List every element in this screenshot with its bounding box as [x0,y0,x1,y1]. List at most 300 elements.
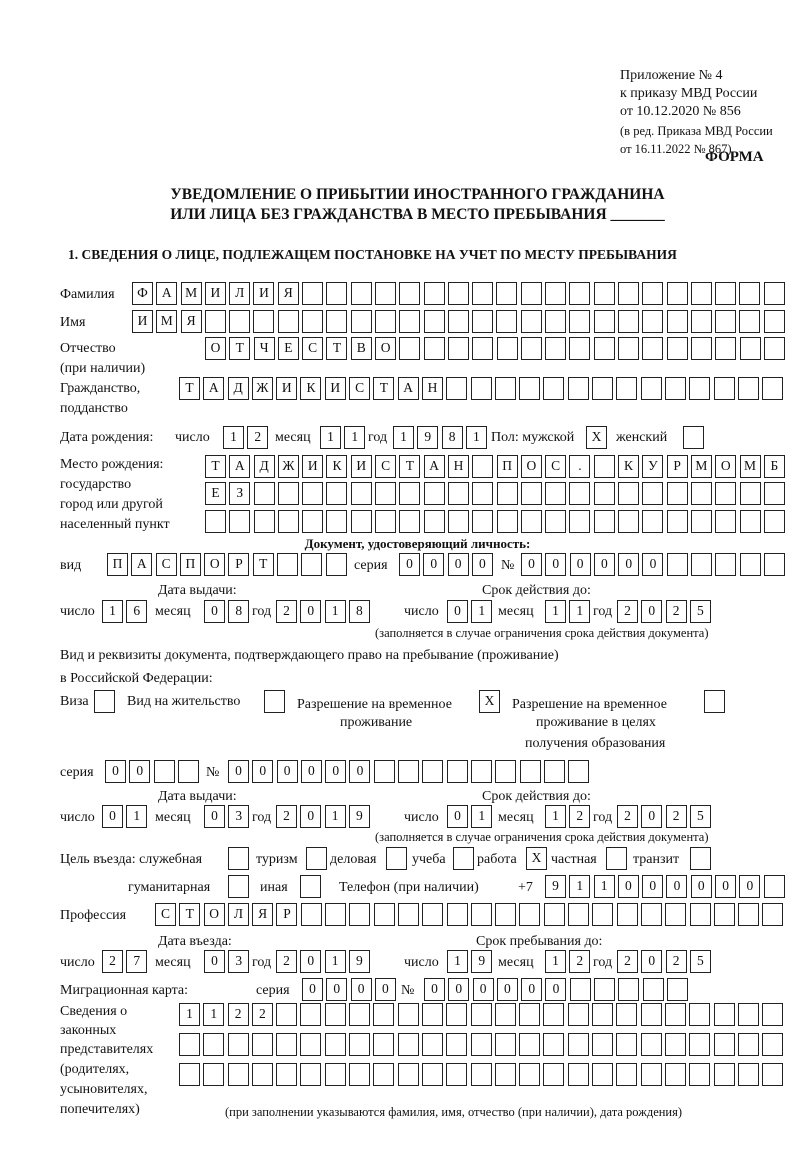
char-box[interactable] [373,1063,394,1086]
char-box[interactable]: 1 [569,600,590,623]
char-box[interactable]: Я [278,282,299,305]
char-box[interactable]: 7 [126,950,147,973]
char-box[interactable] [448,482,469,505]
char-box[interactable]: 2 [276,950,297,973]
char-box[interactable]: 3 [228,805,249,828]
char-box[interactable] [691,553,712,576]
id-issue-day-field[interactable] [102,600,151,623]
purpose-humanitarian-checkbox[interactable] [228,875,252,898]
char-box[interactable]: Е [205,482,226,505]
char-box[interactable]: 1 [569,875,590,898]
char-box[interactable] [252,1033,273,1056]
char-box[interactable] [496,282,517,305]
char-box[interactable] [278,510,299,533]
char-box[interactable]: 0 [252,760,273,783]
char-box[interactable]: 2 [666,600,687,623]
char-box[interactable] [617,903,638,926]
char-box[interactable] [569,310,590,333]
char-box[interactable]: 0 [424,978,445,1001]
char-box[interactable] [519,1063,540,1086]
char-box[interactable] [300,875,321,898]
char-box[interactable] [94,690,115,713]
char-box[interactable]: О [205,337,226,360]
char-box[interactable]: 0 [448,553,469,576]
char-box[interactable] [375,510,396,533]
id-issue-year-field[interactable] [276,600,373,623]
char-box[interactable]: 0 [301,760,322,783]
char-box[interactable] [301,903,322,926]
char-box[interactable]: Ж [252,377,273,400]
char-box[interactable] [569,510,590,533]
char-box[interactable]: 0 [105,760,126,783]
char-box[interactable] [762,903,783,926]
char-box[interactable] [472,282,493,305]
char-box[interactable] [326,510,347,533]
char-box[interactable] [302,282,323,305]
char-box[interactable] [399,337,420,360]
char-box[interactable]: Л [228,903,249,926]
stay-series-field[interactable] [105,760,202,783]
char-box[interactable] [691,282,712,305]
stay-valid-year-field[interactable] [617,805,714,828]
char-box[interactable] [301,553,322,576]
char-box[interactable]: 0 [399,553,420,576]
char-box[interactable] [714,1033,735,1056]
stay-valid-month-field[interactable] [545,805,594,828]
char-box[interactable]: 0 [326,978,347,1001]
char-box[interactable]: 0 [521,553,542,576]
char-box[interactable]: С [302,337,323,360]
char-box[interactable] [447,760,468,783]
stay-issue-month-field[interactable] [204,805,253,828]
char-box[interactable]: С [156,553,177,576]
char-box[interactable] [472,310,493,333]
char-box[interactable]: 9 [417,426,438,449]
char-box[interactable] [349,903,370,926]
char-box[interactable] [302,510,323,533]
char-box[interactable] [667,978,688,1001]
char-box[interactable] [325,1033,346,1056]
profession-field[interactable] [155,903,787,926]
char-box[interactable]: 0 [691,875,712,898]
char-box[interactable]: 9 [349,950,370,973]
purpose-work-checkbox[interactable] [526,847,550,870]
char-box[interactable] [446,1063,467,1086]
char-box[interactable]: 2 [666,950,687,973]
char-box[interactable] [667,510,688,533]
char-box[interactable]: М [181,282,202,305]
char-box[interactable] [764,553,785,576]
char-box[interactable] [302,310,323,333]
char-box[interactable]: Ч [254,337,275,360]
char-box[interactable]: 1 [203,1003,224,1026]
char-box[interactable]: 8 [349,600,370,623]
char-box[interactable]: 0 [739,875,760,898]
char-box[interactable]: 2 [569,950,590,973]
char-box[interactable] [618,310,639,333]
char-box[interactable] [643,978,664,1001]
char-box[interactable]: О [204,903,225,926]
char-box[interactable]: 0 [277,760,298,783]
temp-residence-checkbox[interactable] [479,690,503,713]
representatives-line-2[interactable] [179,1033,786,1056]
char-box[interactable]: 2 [228,1003,249,1026]
char-box[interactable] [278,482,299,505]
char-box[interactable] [714,377,735,400]
char-box[interactable] [520,760,541,783]
char-box[interactable]: 1 [102,600,123,623]
char-box[interactable] [740,337,761,360]
purpose-official-checkbox[interactable] [228,847,252,870]
char-box[interactable] [424,510,445,533]
char-box[interactable]: С [375,455,396,478]
char-box[interactable]: Я [252,903,273,926]
char-box[interactable] [594,282,615,305]
char-box[interactable] [300,1003,321,1026]
char-box[interactable] [302,482,323,505]
char-box[interactable] [351,310,372,333]
char-box[interactable] [205,510,226,533]
char-box[interactable] [424,282,445,305]
char-box[interactable] [351,510,372,533]
purpose-transit-checkbox[interactable] [690,847,714,870]
patronymic-field[interactable] [205,337,788,360]
char-box[interactable]: З [229,482,250,505]
char-box[interactable]: К [326,455,347,478]
char-box[interactable] [594,455,615,478]
char-box[interactable] [764,337,785,360]
char-box[interactable] [398,1033,419,1056]
sex-male-checkbox[interactable] [586,426,610,449]
stay-valid-day-field[interactable] [447,805,496,828]
char-box[interactable]: 2 [102,950,123,973]
char-box[interactable]: И [351,455,372,478]
sex-female-checkbox[interactable] [683,426,707,449]
char-box[interactable] [399,510,420,533]
char-box[interactable]: А [398,377,419,400]
char-box[interactable] [375,482,396,505]
char-box[interactable] [519,377,540,400]
char-box[interactable] [373,1033,394,1056]
char-box[interactable]: 0 [349,760,370,783]
id-valid-month-field[interactable] [545,600,594,623]
char-box[interactable]: А [203,377,224,400]
char-box[interactable]: 0 [594,553,615,576]
stay-issue-year-field[interactable] [276,805,373,828]
char-box[interactable] [714,903,735,926]
char-box[interactable]: П [497,455,518,478]
char-box[interactable] [642,310,663,333]
char-box[interactable] [521,510,542,533]
char-box[interactable] [495,1033,516,1056]
char-box[interactable] [691,482,712,505]
stay-issue-day-field[interactable] [102,805,151,828]
char-box[interactable]: А [156,282,177,305]
char-box[interactable] [592,1063,613,1086]
char-box[interactable] [568,377,589,400]
char-box[interactable]: 0 [642,553,663,576]
char-box[interactable]: О [715,455,736,478]
char-box[interactable] [569,282,590,305]
char-box[interactable] [739,282,760,305]
char-box[interactable] [762,377,783,400]
char-box[interactable] [375,282,396,305]
char-box[interactable]: 1 [325,950,346,973]
char-box[interactable] [689,377,710,400]
char-box[interactable] [691,337,712,360]
char-box[interactable] [349,1033,370,1056]
citizenship-field[interactable] [179,377,786,400]
char-box[interactable]: О [521,455,542,478]
char-box[interactable] [422,903,443,926]
char-box[interactable] [738,903,759,926]
char-box[interactable] [472,482,493,505]
char-box[interactable] [568,760,589,783]
char-box[interactable] [667,482,688,505]
char-box[interactable] [351,282,372,305]
char-box[interactable]: 0 [325,760,346,783]
name-field[interactable] [132,310,788,333]
purpose-private-checkbox[interactable] [606,847,630,870]
char-box[interactable]: А [229,455,250,478]
char-box[interactable] [689,1033,710,1056]
birth-year-field[interactable] [393,426,490,449]
char-box[interactable] [422,1003,443,1026]
stay-until-day-field[interactable] [447,950,496,973]
char-box[interactable] [229,310,250,333]
char-box[interactable] [325,1063,346,1086]
char-box[interactable] [205,310,226,333]
char-box[interactable] [306,847,327,870]
char-box[interactable] [398,1063,419,1086]
char-box[interactable]: 8 [442,426,463,449]
birthplace-line-1[interactable] [205,455,788,478]
char-box[interactable]: Д [228,377,249,400]
char-box[interactable]: 1 [466,426,487,449]
char-box[interactable] [495,1063,516,1086]
char-box[interactable] [641,1063,662,1086]
char-box[interactable]: 0 [618,875,639,898]
char-box[interactable]: 0 [375,978,396,1001]
birth-month-field[interactable] [320,426,369,449]
char-box[interactable]: 0 [129,760,150,783]
char-box[interactable] [446,377,467,400]
char-box[interactable] [762,1003,783,1026]
char-box[interactable]: 1 [325,600,346,623]
char-box[interactable] [543,377,564,400]
char-box[interactable] [203,1033,224,1056]
char-box[interactable] [300,1033,321,1056]
char-box[interactable]: 0 [300,805,321,828]
char-box[interactable] [764,282,785,305]
id-number-field[interactable] [521,553,788,576]
char-box[interactable]: 1 [545,600,566,623]
char-box[interactable]: 0 [715,875,736,898]
char-box[interactable] [764,875,785,898]
char-box[interactable] [276,1003,297,1026]
char-box[interactable] [472,455,493,478]
char-box[interactable] [594,337,615,360]
char-box[interactable]: 1 [126,805,147,828]
char-box[interactable] [253,310,274,333]
id-type-field[interactable] [107,553,350,576]
char-box[interactable] [277,553,298,576]
char-box[interactable]: 0 [300,600,321,623]
char-box[interactable] [618,282,639,305]
char-box[interactable]: 2 [617,950,638,973]
char-box[interactable] [641,1003,662,1026]
char-box[interactable] [691,310,712,333]
char-box[interactable] [764,310,785,333]
char-box[interactable] [764,510,785,533]
char-box[interactable] [497,510,518,533]
char-box[interactable]: 0 [618,553,639,576]
char-box[interactable]: 0 [447,600,468,623]
char-box[interactable] [497,337,518,360]
char-box[interactable] [326,310,347,333]
char-box[interactable]: 0 [521,978,542,1001]
char-box[interactable]: 6 [126,600,147,623]
char-box[interactable] [521,310,542,333]
char-box[interactable]: Б [764,455,785,478]
char-box[interactable]: М [691,455,712,478]
char-box[interactable] [472,510,493,533]
char-box[interactable]: Т [205,455,226,478]
char-box[interactable] [521,282,542,305]
char-box[interactable]: 2 [276,805,297,828]
char-box[interactable] [497,482,518,505]
stay-number-field[interactable] [228,760,592,783]
char-box[interactable]: С [349,377,370,400]
char-box[interactable]: 1 [179,1003,200,1026]
char-box[interactable] [545,510,566,533]
char-box[interactable]: Я [181,310,202,333]
char-box[interactable]: 2 [252,1003,273,1026]
char-box[interactable]: 1 [471,600,492,623]
char-box[interactable] [326,553,347,576]
char-box[interactable]: 1 [545,950,566,973]
char-box[interactable] [398,1003,419,1026]
char-box[interactable] [641,903,662,926]
char-box[interactable] [228,875,249,898]
char-box[interactable] [616,1063,637,1086]
char-box[interactable] [544,760,565,783]
char-box[interactable]: 0 [228,760,249,783]
id-valid-year-field[interactable] [617,600,714,623]
char-box[interactable]: 2 [247,426,268,449]
char-box[interactable]: 1 [325,805,346,828]
char-box[interactable]: 0 [472,553,493,576]
char-box[interactable]: 5 [690,950,711,973]
char-box[interactable]: К [618,455,639,478]
char-box[interactable] [665,1033,686,1056]
char-box[interactable]: И [253,282,274,305]
char-box[interactable] [689,1063,710,1086]
char-box[interactable] [738,1003,759,1026]
id-issue-month-field[interactable] [204,600,253,623]
char-box[interactable] [373,1003,394,1026]
char-box[interactable] [568,1003,589,1026]
char-box[interactable] [424,482,445,505]
char-box[interactable] [618,510,639,533]
char-box[interactable] [545,482,566,505]
char-box[interactable]: 1 [545,805,566,828]
purpose-business-checkbox[interactable] [386,847,410,870]
char-box[interactable]: 0 [204,805,225,828]
char-box[interactable] [229,510,250,533]
char-box[interactable] [594,482,615,505]
char-box[interactable] [448,310,469,333]
surname-field[interactable] [132,282,788,305]
char-box[interactable]: П [180,553,201,576]
char-box[interactable]: 1 [223,426,244,449]
char-box[interactable] [691,510,712,533]
char-box[interactable] [472,337,493,360]
char-box[interactable] [642,337,663,360]
char-box[interactable] [616,1033,637,1056]
char-box[interactable] [399,282,420,305]
char-box[interactable] [570,978,591,1001]
char-box[interactable] [424,310,445,333]
char-box[interactable]: Р [276,903,297,926]
char-box[interactable] [545,337,566,360]
char-box[interactable]: 1 [447,950,468,973]
char-box[interactable] [544,903,565,926]
entry-month-field[interactable] [204,950,253,973]
char-box[interactable]: А [424,455,445,478]
char-box[interactable]: 0 [545,553,566,576]
char-box[interactable] [714,1063,735,1086]
char-box[interactable]: 1 [344,426,365,449]
char-box[interactable] [422,760,443,783]
entry-day-field[interactable] [102,950,151,973]
char-box[interactable] [641,1033,662,1056]
char-box[interactable]: Н [448,455,469,478]
char-box[interactable] [178,760,199,783]
char-box[interactable]: Т [179,377,200,400]
char-box[interactable]: П [107,553,128,576]
char-box[interactable] [543,1063,564,1086]
purpose-other-checkbox[interactable] [300,875,324,898]
char-box[interactable]: 0 [448,978,469,1001]
char-box[interactable]: С [545,455,566,478]
char-box[interactable] [715,310,736,333]
char-box[interactable]: 0 [204,950,225,973]
stay-until-month-field[interactable] [545,950,594,973]
char-box[interactable] [740,553,761,576]
char-box[interactable] [715,337,736,360]
id-series-field[interactable] [399,553,496,576]
char-box[interactable]: 0 [302,978,323,1001]
char-box[interactable]: 9 [349,805,370,828]
char-box[interactable] [667,282,688,305]
char-box[interactable] [545,282,566,305]
char-box[interactable]: Л [229,282,250,305]
char-box[interactable] [228,1063,249,1086]
char-box[interactable]: 0 [641,600,662,623]
char-box[interactable] [568,903,589,926]
char-box[interactable] [446,1033,467,1056]
char-box[interactable]: 9 [471,950,492,973]
char-box[interactable] [422,1033,443,1056]
purpose-tourism-checkbox[interactable] [306,847,330,870]
char-box[interactable] [471,1063,492,1086]
char-box[interactable]: И [276,377,297,400]
char-box[interactable]: 2 [617,600,638,623]
char-box[interactable] [471,1003,492,1026]
char-box[interactable] [642,510,663,533]
char-box[interactable] [276,1063,297,1086]
